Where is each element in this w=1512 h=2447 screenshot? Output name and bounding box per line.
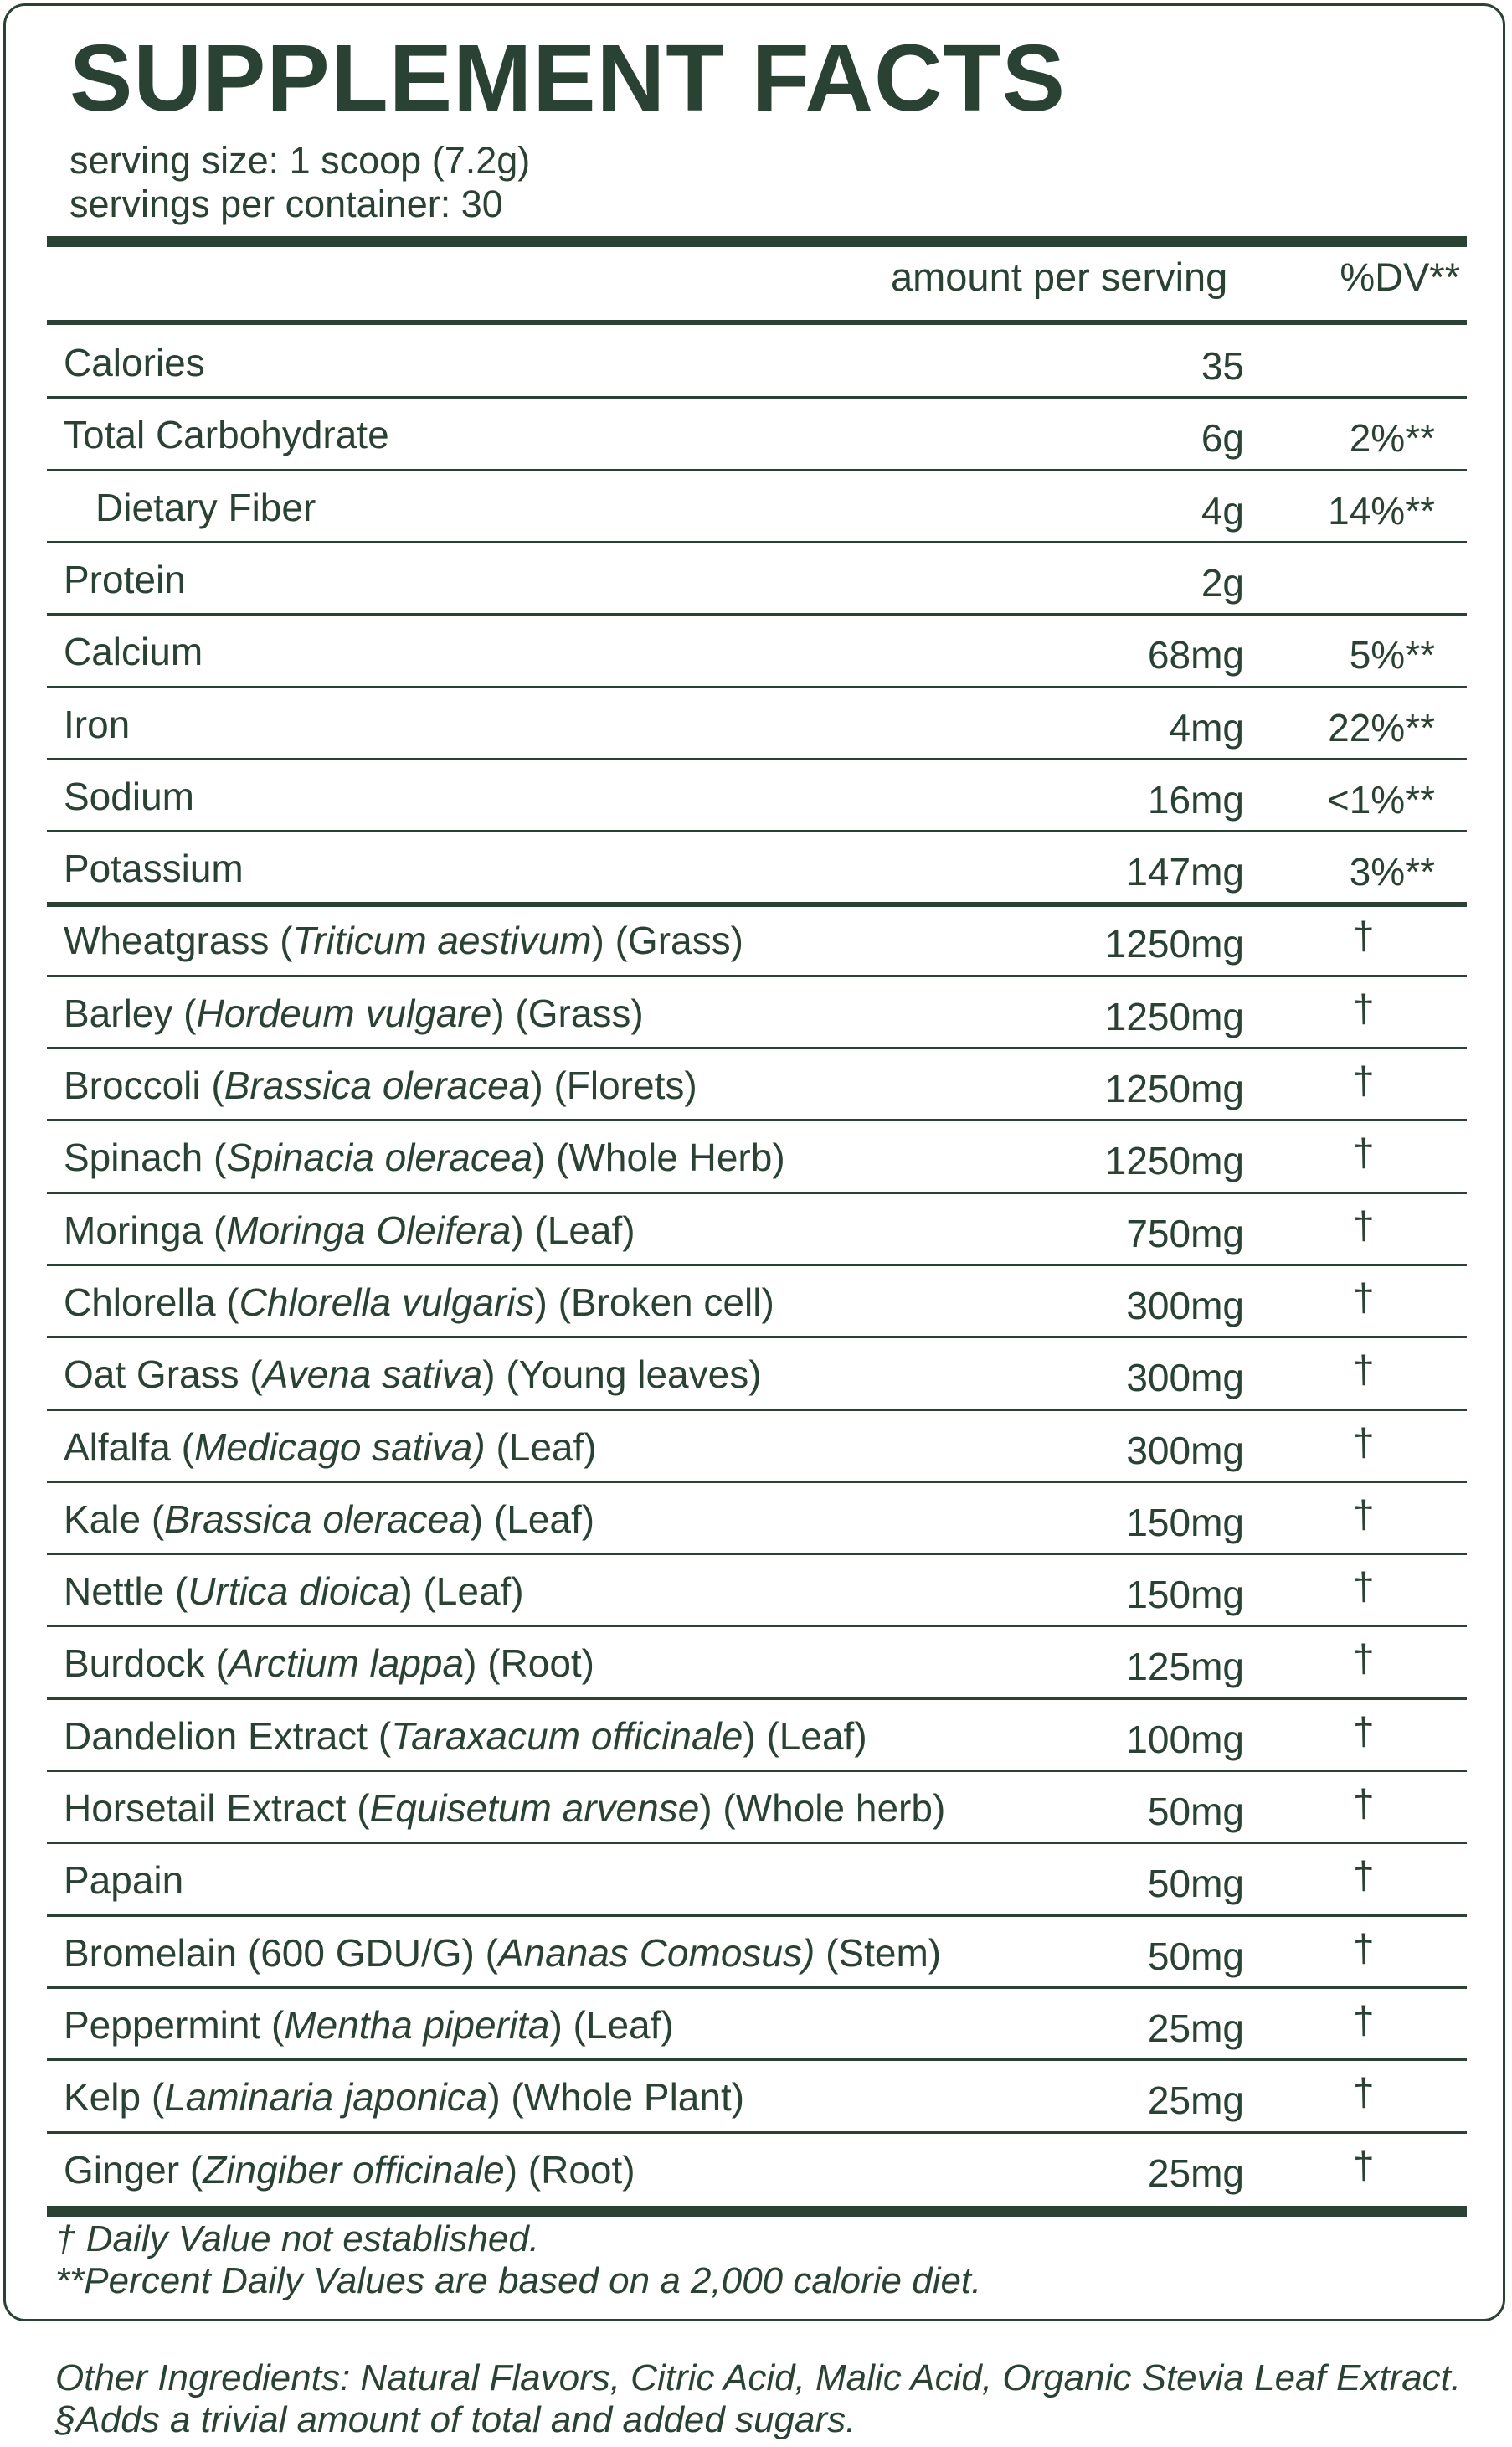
ingredient-latin-name: Chlorella vulgaris bbox=[239, 1280, 535, 1324]
nutrient-row bbox=[47, 327, 1467, 399]
dagger-mark: † bbox=[1353, 986, 1375, 1030]
ingredient-part: (Stem) bbox=[815, 1930, 942, 1975]
ingredient-name bbox=[64, 1859, 183, 1902]
servings-per-container: servings per container: 30 bbox=[69, 183, 503, 225]
ingredient-row bbox=[47, 1483, 1467, 1555]
ingredient-latin-name: Triticum aestivum bbox=[292, 919, 592, 963]
ingredient-row bbox=[47, 977, 1467, 1049]
ingredient-amount: 50mg bbox=[1147, 1790, 1244, 1833]
nutrient-name: Calcium bbox=[64, 630, 203, 674]
ingredient-name bbox=[64, 1064, 697, 1107]
dagger-mark: † bbox=[1353, 1419, 1375, 1464]
ingredient-latin-name: Brassica oleracea bbox=[164, 1497, 471, 1541]
ingredient-row bbox=[47, 1917, 1467, 1989]
ingredient-latin-name: Medicago sativa) bbox=[193, 1424, 486, 1469]
ingredient-row bbox=[47, 1844, 1467, 1916]
ingredient-part: (Leaf) bbox=[485, 1424, 597, 1469]
nutrient-name: Sodium bbox=[64, 774, 194, 818]
ingredient-amount: 300mg bbox=[1126, 1428, 1244, 1472]
panel-title: SUPPLEMENT FACTS bbox=[69, 25, 1067, 131]
ingredient-latin-name: Mentha piperita bbox=[284, 2002, 550, 2047]
nutrient-amount: 35 bbox=[1201, 344, 1244, 388]
ingredient-latin-name: Brassica oleracea bbox=[224, 1064, 531, 1107]
ingredient-row bbox=[47, 1700, 1467, 1772]
ingredient-common-name: Broccoli ( bbox=[64, 1064, 224, 1107]
ingredient-common-name: Nettle ( bbox=[64, 1569, 188, 1614]
ingredient-part: ) (Whole Herb) bbox=[532, 1136, 785, 1180]
ingredient-common-name: Alfalfa ( bbox=[64, 1424, 194, 1469]
ingredient-latin-name: Moringa Oleifera bbox=[226, 1208, 512, 1252]
ingredient-part: ) (Broken cell) bbox=[534, 1280, 774, 1324]
ingredient-row bbox=[47, 2061, 1467, 2133]
ingredient-part: ) (Young leaves) bbox=[482, 1352, 762, 1397]
nutrient-row bbox=[47, 543, 1467, 616]
ingredient-part: ) (Leaf) bbox=[549, 2002, 674, 2047]
dagger-mark: † bbox=[1353, 1853, 1375, 1898]
ingredient-common-name: Oat Grass ( bbox=[64, 1352, 263, 1397]
ingredient-amount: 25mg bbox=[1147, 2006, 1244, 2050]
ingredient-row bbox=[47, 1989, 1467, 2061]
ingredient-latin-name: Ananas Comosus) bbox=[497, 1930, 815, 1975]
nutrient-name: Protein bbox=[64, 557, 186, 601]
dagger-mark: † bbox=[1353, 1059, 1375, 1102]
ingredient-name bbox=[64, 1209, 635, 1252]
dagger-mark: † bbox=[1353, 1203, 1375, 1247]
percent-footnote: **Percent Daily Values are based on a 2,000 calorie diet. bbox=[55, 2260, 982, 2301]
ingredient-name bbox=[64, 1426, 597, 1469]
ingredient-name bbox=[64, 992, 644, 1035]
dagger-mark: † bbox=[1353, 1925, 1375, 1970]
nutrient-dv: 3%** bbox=[1349, 850, 1435, 894]
nutrient-amount: 4g bbox=[1201, 488, 1244, 533]
dagger-footnote: † Daily Value not established. bbox=[55, 2218, 540, 2259]
ingredient-part: ) (Leaf) bbox=[399, 1569, 524, 1614]
nutrient-name: Dietary Fiber bbox=[95, 485, 316, 529]
ingredient-row bbox=[47, 1049, 1467, 1121]
ingredient-name bbox=[64, 2149, 635, 2192]
ingredient-name bbox=[64, 1715, 867, 1758]
ingredient-name bbox=[64, 1498, 594, 1541]
other-ingredients: Other Ingredients: Natural Flavors, Citric Acid, Malic Acid, Organic Stevia Leaf Extract. bbox=[55, 2357, 1462, 2398]
ingredient-latin-name: Urtica dioica bbox=[188, 1569, 400, 1614]
ingredient-common-name: Dandelion Extract ( bbox=[64, 1713, 392, 1758]
serving-size: serving size: 1 scoop (7.2g) bbox=[69, 139, 531, 182]
nutrient-amount: 4mg bbox=[1169, 705, 1244, 750]
ingredient-name bbox=[64, 1932, 941, 1975]
ingredient-amount: 25mg bbox=[1147, 2151, 1244, 2195]
ingredient-amount: 750mg bbox=[1126, 1211, 1244, 1255]
ingredient-amount: 125mg bbox=[1126, 1645, 1244, 1689]
dagger-mark: † bbox=[1353, 1131, 1375, 1175]
dagger-mark: † bbox=[1353, 1708, 1375, 1753]
ingredient-name bbox=[64, 1787, 945, 1830]
ingredient-part: ) (Whole Plant) bbox=[487, 2075, 745, 2120]
nutrient-name: Iron bbox=[64, 702, 131, 746]
nutrient-name: Total Carbohydrate bbox=[64, 413, 389, 457]
dagger-mark: † bbox=[1353, 2070, 1375, 2115]
ingredient-common-name: Burdock ( bbox=[64, 1641, 229, 1686]
ingredient-name bbox=[64, 1570, 524, 1613]
ingredient-row bbox=[47, 1194, 1467, 1266]
ingredient-common-name: Chlorella ( bbox=[64, 1280, 239, 1324]
nutrient-dv: 22%** bbox=[1328, 705, 1435, 750]
ingredient-amount: 1250mg bbox=[1104, 922, 1244, 966]
dagger-mark: † bbox=[1353, 914, 1375, 958]
ingredient-amount: 150mg bbox=[1126, 1573, 1244, 1617]
dagger-mark: † bbox=[1353, 1781, 1375, 1825]
ingredient-row bbox=[47, 1266, 1467, 1338]
ingredient-part: ) (Florets) bbox=[530, 1064, 697, 1107]
dagger-mark: † bbox=[1353, 1275, 1375, 1319]
nutrient-name: Calories bbox=[64, 341, 205, 384]
ingredient-row bbox=[47, 1555, 1467, 1627]
ingredient-common-name: Spinach ( bbox=[64, 1136, 227, 1180]
nutrient-amount: 2g bbox=[1201, 560, 1244, 605]
header-rule bbox=[47, 320, 1467, 325]
ingredient-name bbox=[64, 2004, 674, 2047]
ingredient-part: ) (Grass) bbox=[591, 919, 743, 963]
dagger-mark: † bbox=[1353, 1636, 1375, 1681]
ingredient-amount: 300mg bbox=[1126, 1356, 1244, 1400]
ingredient-amount: 50mg bbox=[1147, 1934, 1244, 1978]
dagger-mark: † bbox=[1353, 1347, 1375, 1392]
ingredient-name bbox=[64, 920, 743, 962]
ingredient-common-name: Horsetail Extract ( bbox=[64, 1786, 370, 1830]
ingredient-amount: 300mg bbox=[1126, 1283, 1244, 1327]
top-thick-rule bbox=[47, 236, 1467, 247]
nutrient-dv: 14%** bbox=[1328, 488, 1435, 533]
ingredient-row bbox=[47, 1121, 1467, 1193]
ingredient-name bbox=[64, 1353, 762, 1396]
nutrient-row bbox=[47, 832, 1467, 904]
ingredient-row bbox=[47, 1627, 1467, 1699]
nutrient-dv: <1%** bbox=[1326, 777, 1435, 822]
nutrient-row bbox=[47, 616, 1467, 688]
ingredient-common-name: Papain bbox=[64, 1858, 184, 1903]
ingredient-common-name: Kelp ( bbox=[64, 2075, 165, 2120]
ingredient-latin-name: Hordeum vulgare bbox=[196, 991, 492, 1035]
nutrient-amount: 16mg bbox=[1147, 777, 1244, 822]
ingredient-name bbox=[64, 2076, 744, 2119]
dagger-mark: † bbox=[1353, 1997, 1375, 2042]
dv-header: %DV** bbox=[1340, 255, 1460, 299]
ingredient-common-name: Moringa ( bbox=[64, 1208, 227, 1252]
ingredient-part: ) (Grass) bbox=[491, 991, 644, 1035]
ingredient-amount: 50mg bbox=[1147, 1862, 1244, 1906]
ingredient-latin-name: Avena sativa bbox=[262, 1352, 483, 1397]
ingredient-latin-name: Zingiber officinale bbox=[203, 2147, 505, 2192]
ingredient-common-name: Wheatgrass ( bbox=[64, 919, 293, 963]
ingredient-latin-name: Equisetum arvense bbox=[369, 1786, 700, 1830]
ingredient-amount: 150mg bbox=[1126, 1500, 1244, 1544]
nutrient-row bbox=[47, 399, 1467, 471]
ingredient-latin-name: Spinacia oleracea bbox=[226, 1136, 533, 1180]
sugar-note: §Adds a trivial amount of total and added sugars. bbox=[55, 2399, 856, 2440]
ingredient-latin-name: Arctium lappa bbox=[228, 1641, 465, 1686]
ingredient-common-name: Kale ( bbox=[64, 1497, 165, 1541]
ingredient-amount: 25mg bbox=[1147, 2079, 1244, 2123]
dagger-mark: † bbox=[1353, 1564, 1375, 1609]
ingredient-name bbox=[64, 1136, 785, 1179]
dagger-mark: † bbox=[1353, 2142, 1375, 2187]
ingredient-part: ) (Leaf) bbox=[511, 1208, 635, 1252]
ingredient-part: ) (Leaf) bbox=[470, 1497, 595, 1541]
ingredient-latin-name: Laminaria japonica bbox=[164, 2075, 488, 2120]
ingredient-amount: 1250mg bbox=[1104, 1067, 1244, 1110]
ingredient-common-name: Ginger ( bbox=[64, 2147, 203, 2192]
nutrient-amount: 147mg bbox=[1126, 850, 1244, 894]
ingredient-amount: 1250mg bbox=[1104, 994, 1244, 1038]
ingredient-part: ) (Leaf) bbox=[743, 1713, 867, 1758]
nutrient-row bbox=[47, 688, 1467, 760]
ingredient-common-name: Peppermint ( bbox=[64, 2002, 285, 2047]
nutrient-amount: 68mg bbox=[1147, 633, 1244, 677]
ingredient-name bbox=[64, 1281, 774, 1324]
dagger-mark: † bbox=[1353, 1491, 1375, 1536]
ingredient-row bbox=[47, 1338, 1467, 1410]
ingredient-amount: 1250mg bbox=[1104, 1139, 1244, 1183]
nutrient-name: Potassium bbox=[64, 847, 244, 891]
ingredient-row bbox=[47, 1772, 1467, 1844]
nutrient-dv: 2%** bbox=[1349, 416, 1435, 461]
amount-header: amount per serving bbox=[891, 255, 1228, 299]
ingredient-row bbox=[47, 1411, 1467, 1483]
ingredient-row bbox=[47, 2134, 1467, 2206]
ingredient-name bbox=[64, 1642, 594, 1685]
ingredient-row bbox=[47, 904, 1467, 976]
nutrient-dv: 5%** bbox=[1349, 633, 1435, 677]
nutrient-row bbox=[47, 471, 1467, 543]
ingredient-part: ) (Whole herb) bbox=[699, 1786, 946, 1830]
ingredient-part: ) (Root) bbox=[464, 1641, 594, 1686]
nutrient-amount: 6g bbox=[1201, 416, 1244, 461]
nutrient-row bbox=[47, 760, 1467, 832]
ingredient-common-name: Barley ( bbox=[64, 991, 197, 1035]
ingredient-amount: 100mg bbox=[1126, 1717, 1244, 1761]
ingredient-common-name: Bromelain (600 GDU/G) ( bbox=[64, 1930, 498, 1975]
ingredient-part: ) (Root) bbox=[504, 2147, 635, 2192]
ingredient-latin-name: Taraxacum officinale bbox=[391, 1713, 743, 1758]
row-divider bbox=[47, 2206, 1467, 2217]
